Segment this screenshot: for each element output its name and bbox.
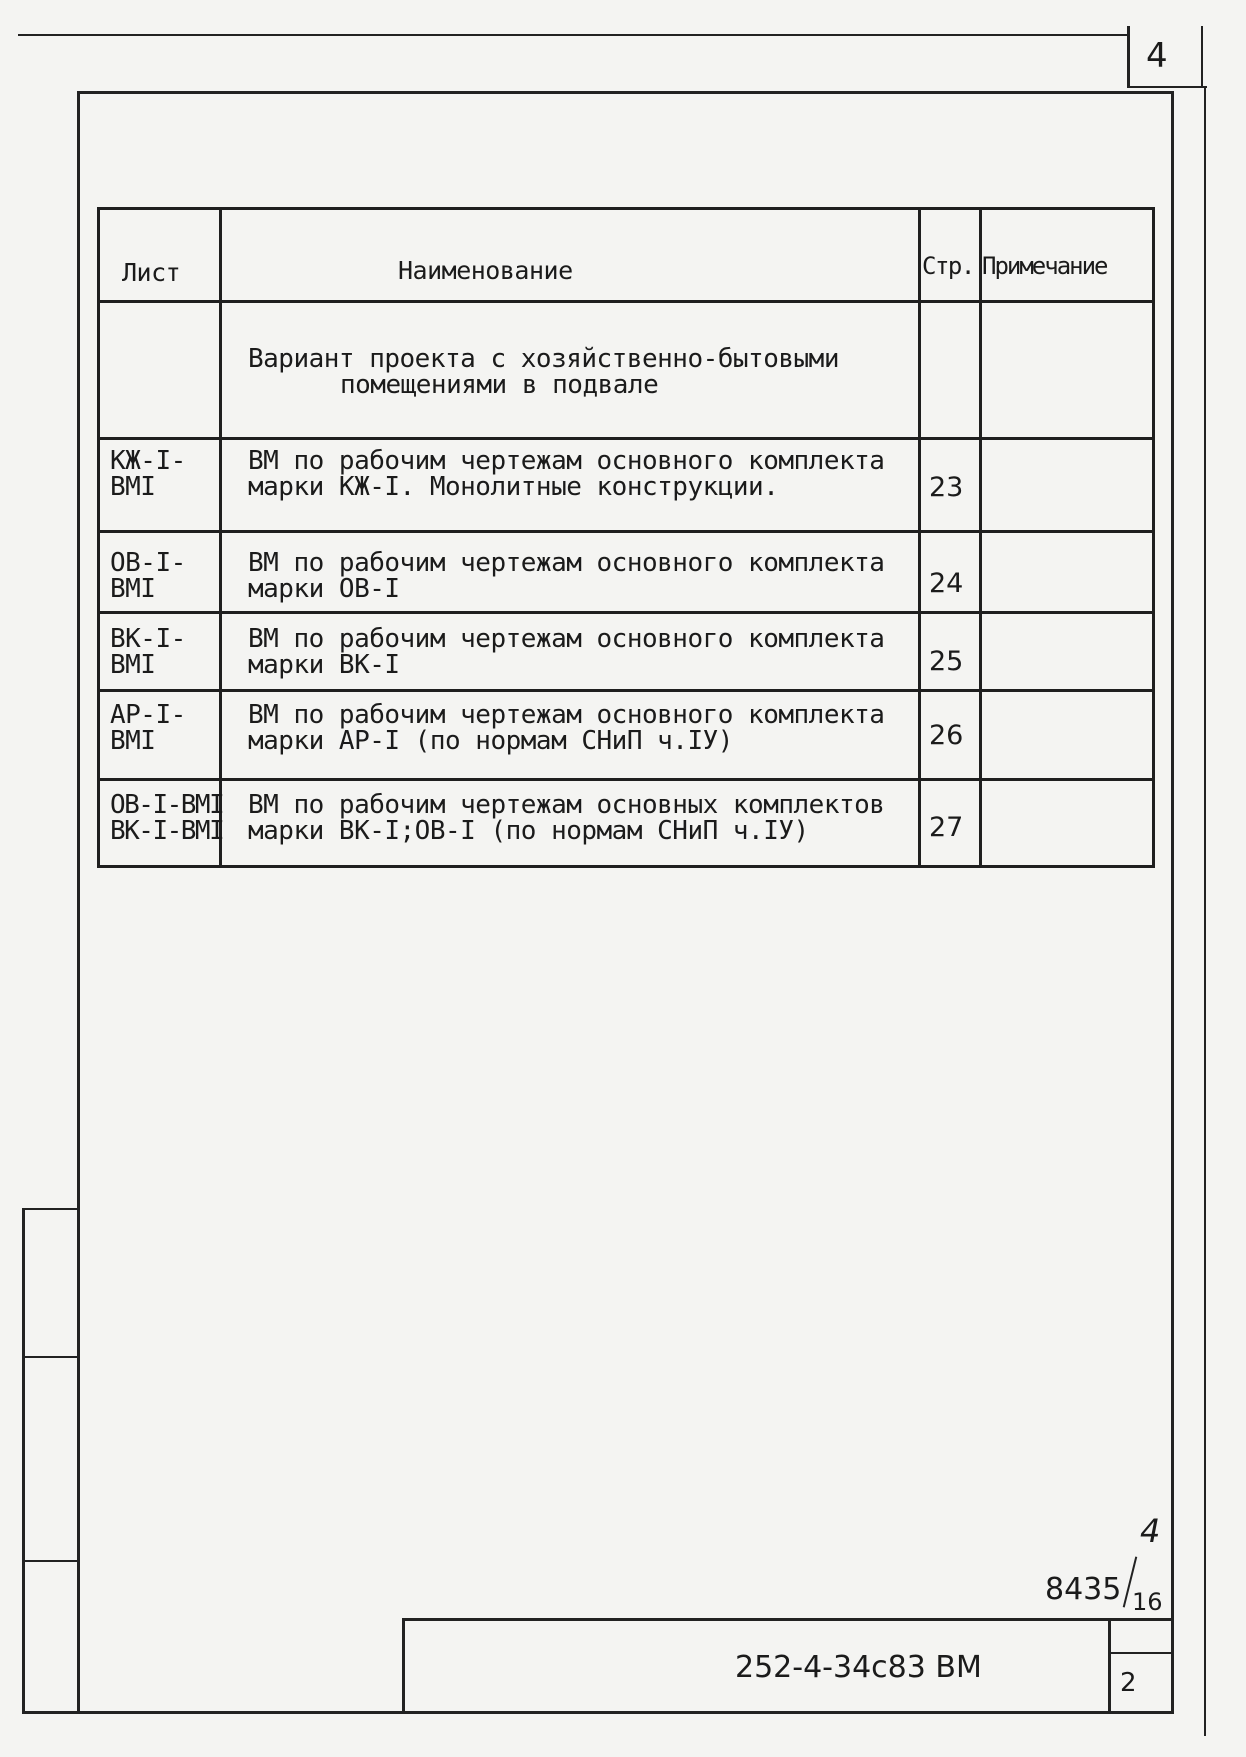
row-1-page: 23 [929, 472, 964, 503]
row-4-sheet-line-2: ВМI [110, 726, 156, 756]
title-block-top [402, 1618, 1174, 1621]
frame-right [1171, 91, 1174, 1713]
row-5-name-line-1: ВМ по рабочим чертежам основных комплектов [248, 790, 885, 820]
col-sep-3 [979, 210, 982, 865]
inventory-number-main: 8435 [1045, 1572, 1122, 1607]
page-number-box-left [1127, 26, 1130, 88]
row-1-sheet-line-1: КЖ-I- [110, 446, 186, 476]
top-rule [18, 34, 1128, 36]
binding-strip-rule-3 [22, 1560, 80, 1562]
outer-right-edge [1204, 88, 1206, 1736]
header-sheet: Лист [122, 258, 181, 287]
title-block-left [402, 1618, 405, 1713]
binding-strip-left [22, 1208, 25, 1713]
header-name: Наименование [398, 256, 573, 285]
sheet-number: 2 [1120, 1668, 1137, 1698]
frame-bottom [22, 1711, 1174, 1714]
row-sep-3 [100, 689, 1152, 692]
page-number-box-bottom [1127, 86, 1207, 88]
inventory-number-top: 4 [1140, 1512, 1161, 1550]
header-page: Стр. [922, 252, 974, 280]
row-5-page: 27 [929, 812, 964, 843]
row-3-name-line-1: ВМ по рабочим чертежам основного комплекта [248, 624, 885, 654]
row-4-page: 26 [929, 720, 964, 751]
row-4-name-line-1: ВМ по рабочим чертежам основного комплекта [248, 700, 885, 730]
col-sep-1 [219, 210, 222, 865]
section-title-line-1: Вариант проекта с хозяйственно-бытовыми [248, 344, 839, 374]
row-sep-header [100, 300, 1152, 303]
page-number: 4 [1146, 36, 1168, 76]
inventory-number-bottom: 16 [1132, 1588, 1163, 1616]
row-sep-4 [100, 778, 1152, 781]
title-block-sheet-left [1108, 1618, 1111, 1713]
row-5-sheet-line-1: ОВ-I-ВМI [110, 790, 224, 820]
page-number-box-right [1201, 26, 1203, 88]
binding-strip-rule-1 [22, 1208, 80, 1210]
section-title-line-2: помещениями в подвале [340, 370, 659, 400]
row-3-page: 25 [929, 646, 964, 677]
document-code: 252-4-34с83 ВМ [735, 1650, 982, 1685]
frame-left [77, 91, 80, 1713]
row-4-name-line-2: марки АР-I (по нормам СНиП ч.IУ) [248, 726, 733, 756]
binding-strip-rule-2 [22, 1356, 80, 1358]
row-3-sheet-line-1: ВК-I- [110, 624, 186, 654]
row-2-name-line-2: марки ОВ-I [248, 574, 400, 604]
row-3-sheet-line-2: ВМI [110, 650, 156, 680]
row-sep-2 [100, 611, 1152, 614]
row-2-page: 24 [929, 568, 964, 599]
row-sep-1 [100, 530, 1152, 533]
header-note: Примечание [982, 252, 1107, 280]
contents-table [97, 207, 1155, 868]
row-3-name-line-2: марки ВК-I [248, 650, 400, 680]
row-1-sheet-line-2: ВМI [110, 472, 156, 502]
row-4-sheet-line-1: АР-I- [110, 700, 186, 730]
row-1-name-line-1: ВМ по рабочим чертежам основного комплекта [248, 446, 885, 476]
row-2-name-line-1: ВМ по рабочим чертежам основного комплекта [248, 548, 885, 578]
row-5-name-line-2: марки ВК-I;ОВ-I (по нормам СНиП ч.IУ) [248, 816, 809, 846]
col-sep-2 [918, 210, 921, 865]
title-block-sheet-rule [1108, 1652, 1174, 1654]
row-2-sheet-line-1: ОВ-I- [110, 548, 186, 578]
row-sep-section [100, 437, 1152, 440]
row-2-sheet-line-2: ВМI [110, 574, 156, 604]
frame-top [77, 91, 1174, 94]
row-5-sheet-line-2: ВК-I-ВМI [110, 816, 224, 846]
row-1-name-line-2: марки КЖ-I. Монолитные конструкции. [248, 472, 779, 502]
